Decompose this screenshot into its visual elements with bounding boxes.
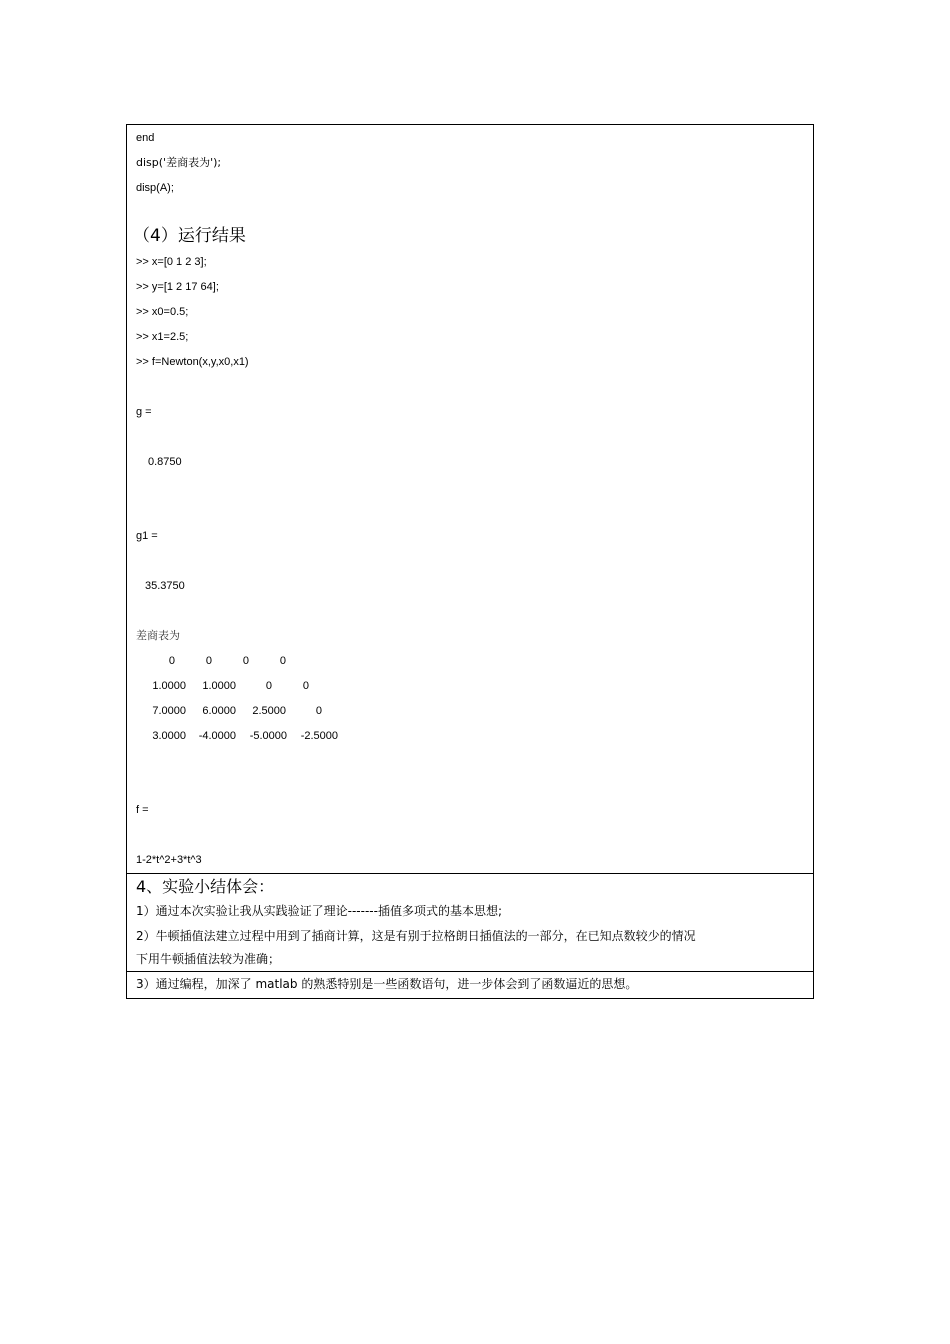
matrix-cell: 2.5000 — [252, 705, 286, 717]
g-value: 0.8750 — [148, 456, 182, 468]
matrix-cell: -4.0000 — [198, 730, 236, 742]
code-line-end: end — [136, 132, 155, 144]
command-line: >> f=Newton(x,y,x0,x1) — [136, 356, 249, 368]
matrix-cell: 1.0000 — [152, 680, 186, 692]
summary-item-2: 2）牛顿插值法建立过程中用到了插商计算，这是有别于拉格朗日插值法的一部分，在已知点数较少的情况 — [136, 929, 696, 943]
section-heading: （4）运行结果 — [133, 226, 246, 246]
f-label: f = — [136, 804, 149, 816]
matrix-cell: 0 — [302, 680, 309, 692]
command-line: >> x0=0.5; — [136, 306, 189, 318]
matrix-cell: 0 — [205, 655, 212, 667]
g1-label: g1 = — [136, 530, 158, 542]
matrix-cell: -5.0000 — [249, 730, 287, 742]
code-line-disp-label: disp('差商表为'); — [136, 156, 222, 169]
matrix-cell: 3.0000 — [152, 730, 186, 742]
summary-item-2-cont: 下用牛顿插值法较为准确； — [136, 952, 281, 966]
command-line: >> x=[0 1 2 3]; — [136, 256, 207, 268]
command-line: >> x1=2.5; — [136, 331, 189, 343]
summary-cell — [127, 874, 813, 998]
document-table — [126, 124, 814, 999]
matrix-cell: 7.0000 — [152, 705, 186, 717]
matrix-cell: -2.5000 — [300, 730, 338, 742]
matrix-cell: 1.0000 — [202, 680, 236, 692]
matrix-cell: 0 — [242, 655, 249, 667]
matrix-cell: 0 — [315, 705, 322, 717]
f-value: 1-2*t^2+3*t^3 — [136, 854, 202, 866]
summary-title: 4、实验小结体会： — [136, 877, 275, 896]
matrix-cell: 0 — [265, 680, 272, 692]
matrix-cell: 0 — [279, 655, 286, 667]
matrix-cell: 0 — [168, 655, 175, 667]
summary-divider — [127, 971, 813, 972]
g-label: g = — [136, 406, 152, 418]
g1-value: 35.3750 — [145, 580, 185, 592]
summary-item-1: 1）通过本次实验让我从实践验证了理论-------插值多项式的基本思想; — [136, 904, 502, 918]
code-line-disp-a: disp(A); — [136, 182, 174, 194]
code-output-cell — [127, 125, 813, 874]
difference-table-label: 差商表为 — [136, 629, 180, 642]
summary-item-3: 3）通过编程，加深了 matlab 的熟悉特别是一些函数语句，进一步体会到了函数逼近的思想。 — [136, 977, 638, 991]
command-line: >> y=[1 2 17 64]; — [136, 281, 219, 293]
matrix-cell: 6.0000 — [202, 705, 236, 717]
